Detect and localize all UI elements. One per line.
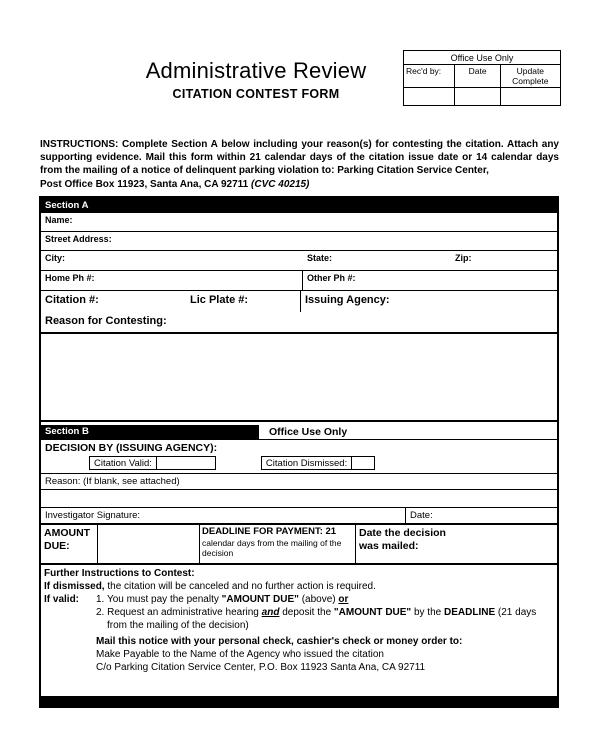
citation-number-label: Citation #: bbox=[45, 294, 99, 306]
item1-text bbox=[96, 593, 348, 606]
date-header: Date bbox=[455, 65, 500, 88]
form-table bbox=[39, 196, 559, 708]
signature-row bbox=[41, 507, 557, 523]
deadline-cell bbox=[200, 525, 356, 563]
deadline-detail-text: calendar days from the mailing of the decision bbox=[202, 537, 342, 558]
service-center-line: C/o Parking Citation Service Center, P.O. Box 11923 Santa Ana, CA 92711 bbox=[96, 662, 426, 673]
other-phone-cell bbox=[303, 271, 557, 290]
decision-by-row bbox=[41, 439, 557, 455]
citation-number-cell bbox=[41, 291, 186, 312]
item2-line bbox=[44, 606, 554, 619]
dismissed-bold-text: If dismissed, bbox=[44, 581, 105, 592]
mail-notice-line: Mail this notice with your personal check, cashier's check or money order to: bbox=[96, 636, 463, 647]
date-mailed-label: Date the decision was mailed: bbox=[359, 527, 446, 552]
make-payable-line: Make Payable to the Name of the Agency who issued the citation bbox=[96, 649, 384, 660]
title-block bbox=[0, 58, 512, 101]
decision-date-label: Date: bbox=[410, 510, 433, 521]
decision-date-cell bbox=[405, 508, 557, 523]
deadline-for-payment-label: DEADLINE FOR PAYMENT: 21 bbox=[202, 526, 337, 537]
street-address-input[interactable] bbox=[112, 232, 557, 250]
lic-plate-cell bbox=[186, 291, 301, 312]
lic-plate-input[interactable] bbox=[248, 291, 300, 312]
item2-wrap-line: from the mailing of the decision) bbox=[107, 620, 249, 631]
item1-amount-due: "AMOUNT DUE" bbox=[221, 594, 299, 605]
issuing-agency-cell bbox=[301, 291, 557, 312]
decision-reason-label: Reason: (If blank, see attached) bbox=[45, 476, 180, 487]
instructions-address: Post Office Box 11923, Santa Ana, CA 92711 bbox=[40, 178, 252, 190]
office-use-only-label: Office Use Only bbox=[269, 426, 348, 438]
form-subtitle: CITATION CONTEST FORM bbox=[172, 87, 340, 101]
other-phone-input[interactable] bbox=[356, 271, 557, 290]
lic-plate-label: Lic Plate #: bbox=[190, 294, 249, 306]
section-b-header-row bbox=[41, 425, 557, 439]
item2-deadline: DEADLINE bbox=[444, 607, 496, 618]
zip-input[interactable] bbox=[472, 251, 558, 270]
instructions-paragraph bbox=[40, 138, 559, 191]
date-mailed-input[interactable] bbox=[460, 525, 557, 563]
investigator-signature-label: Investigator Signature: bbox=[45, 510, 141, 521]
update-complete-header: Update Complete bbox=[501, 65, 560, 88]
decision-reason-line2-input[interactable] bbox=[41, 490, 557, 507]
reason-label-row bbox=[41, 312, 557, 332]
valid-item1-line bbox=[44, 593, 554, 606]
city-label: City: bbox=[45, 253, 65, 263]
city-state-zip-row bbox=[41, 250, 557, 270]
investigator-signature-input[interactable] bbox=[140, 508, 405, 523]
decision-by-label: DECISION BY (ISSUING AGENCY): bbox=[45, 442, 218, 454]
state-input[interactable] bbox=[332, 251, 451, 270]
recd-by-header: Rec'd by: bbox=[404, 65, 455, 88]
dismissed-line bbox=[44, 580, 554, 593]
form-title: Administrative Review bbox=[145, 58, 367, 83]
form-footer-bar bbox=[41, 696, 557, 706]
street-address-row bbox=[41, 231, 557, 250]
item1-mid: (above) bbox=[298, 594, 339, 605]
citation-valid-label: Citation Valid: bbox=[90, 457, 157, 469]
item2-amount-due: "AMOUNT DUE" bbox=[333, 607, 412, 618]
amount-deadline-row bbox=[41, 523, 557, 563]
street-address-label: Street Address: bbox=[45, 234, 112, 244]
zip-label: Zip: bbox=[455, 253, 472, 263]
citation-dismissed-box bbox=[261, 456, 375, 470]
issuing-agency-label: Issuing Agency: bbox=[305, 294, 390, 306]
citation-valid-checkbox[interactable] bbox=[157, 457, 215, 469]
valid-dismissed-row bbox=[41, 455, 557, 473]
state-label: State: bbox=[307, 253, 333, 263]
citation-row bbox=[41, 290, 557, 312]
state-cell bbox=[303, 251, 451, 270]
section-b-title: Section B bbox=[45, 426, 89, 437]
other-phone-label: Other Ph #: bbox=[307, 273, 356, 283]
city-input[interactable] bbox=[65, 251, 303, 270]
name-input[interactable] bbox=[73, 213, 557, 231]
citation-dismissed-checkbox[interactable] bbox=[352, 457, 374, 469]
decision-reason-input[interactable] bbox=[180, 474, 557, 489]
home-phone-input[interactable] bbox=[95, 271, 302, 290]
amount-due-label: AMOUNT DUE: bbox=[44, 527, 91, 552]
further-instructions-section bbox=[41, 563, 557, 696]
name-row bbox=[41, 212, 557, 231]
reason-for-contesting-input[interactable] bbox=[41, 334, 557, 420]
decision-reason-extra-row bbox=[41, 489, 557, 507]
decision-reason-row bbox=[41, 473, 557, 489]
item2-mid1: deposit the bbox=[279, 607, 334, 618]
home-phone-cell bbox=[41, 271, 303, 290]
item2-tail: (21 days bbox=[495, 607, 537, 618]
if-valid-label: If valid: bbox=[44, 594, 80, 605]
item2-mid2: by the bbox=[411, 607, 444, 618]
amount-due-cell bbox=[41, 525, 98, 563]
further-instructions-title: Further Instructions to Contest: bbox=[44, 568, 195, 579]
citation-dismissed-label: Citation Dismissed: bbox=[262, 457, 352, 469]
date-mailed-cell bbox=[356, 525, 557, 563]
decision-date-input[interactable] bbox=[433, 508, 557, 523]
office-use-only-title: Office Use Only bbox=[404, 51, 560, 65]
city-cell bbox=[41, 251, 303, 270]
citation-valid-box bbox=[89, 456, 216, 470]
section-b-header-bar bbox=[41, 425, 259, 439]
instructions-text: INSTRUCTIONS: Complete Section A below including your reason(s) for contesting the citation. Attach any supporting evidence. Mail this form within 21 calendar days of the citation issue date or 14 calendar days from the mailing of a notice of delinquent parking violation to: Parking Citation Service Center, bbox=[40, 139, 559, 177]
dismissed-rest-text: the citation will be canceled and no further action is required. bbox=[104, 581, 376, 592]
home-phone-label: Home Ph #: bbox=[45, 273, 95, 283]
citation-number-input[interactable] bbox=[99, 291, 186, 312]
item2-pre: 2. Request an administrative hearing bbox=[96, 607, 262, 618]
issuing-agency-input[interactable] bbox=[390, 291, 557, 312]
item1-or: or bbox=[338, 594, 349, 605]
reason-box-row bbox=[41, 332, 557, 422]
instructions-cvc: (CVC 40215) bbox=[251, 178, 310, 190]
zip-cell bbox=[451, 251, 557, 270]
item2-and: and bbox=[261, 607, 280, 618]
section-a-title: Section A bbox=[45, 199, 89, 211]
reason-for-contesting-label: Reason for Contesting: bbox=[45, 315, 167, 327]
item1-pre: 1. You must pay the penalty bbox=[96, 594, 222, 605]
section-a-header-bar bbox=[41, 198, 557, 212]
amount-due-input[interactable] bbox=[98, 525, 200, 563]
phone-row bbox=[41, 270, 557, 290]
name-label: Name: bbox=[45, 215, 73, 225]
